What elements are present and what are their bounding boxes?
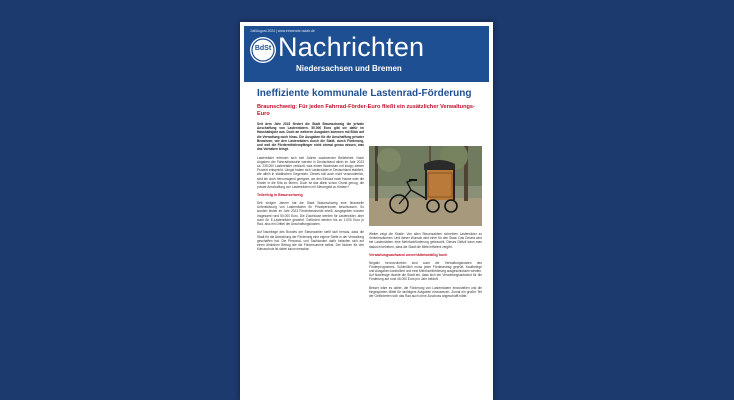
paragraph: Auf Nachfrage des Bundes der Steuerzahler stellt sich heraus, dass die Stadt für die Abwicklung der Förderung eine eigene Stelle in der Verwaltung geschaffen hat. Die Personal- und Sachkosten dafür belaufen sich auf einen ähnlichen Betrag wie die Fördersumme selbst. Der Nutzen für den Klimaschutz ist dabei kaum messbar. — [257, 230, 364, 252]
right-column — [369, 232, 482, 397]
bdst-logo-icon — [250, 37, 276, 63]
masthead-banner — [244, 26, 489, 82]
paragraph: Seit einigen Jahren hat die Stadt Braunschweig eine finanzielle Unterstützung von Lastenrädern für Privatpersonen beschlossen. So wurden bisher im Jahr 2023 Förderbescheide erteilt, ausgegeben wurden insgesamt rund 50.000 Euro. Die Zuschüsse werden für Lastenräder, aber auch für E-Lastenräder gewährt. Gefördert werden bis zu 1.000 Euro je Rad, also ein Drittel der Anschaffungskosten. — [257, 201, 364, 227]
cargo-bike-photo — [369, 146, 482, 226]
newsletter-page — [240, 22, 493, 400]
article-lead: Seit dem Jahr 2023 fördert die Stadt Braunschweig die private Anschaffung von Lastenrädern. 50.000 Euro gibt sie dafür im Haushaltsjahr aus. Doch an weiteren Ausgaben kommen mit Blick auf die Verwaltung noch hinzu. Die Ausgaben für die Anschaffung privater Bewohner, wie den Lastenrädern durch die Stadt, durch Förderung, und weil die Fördermittelempfänger nicht einmal genau wissen, was das Vorhaben bringt. — [257, 122, 364, 152]
paragraph: Besser wäre es daher, die Förderung von Lastenrädern einzustellen und die eingesparten Mittel für wichtigere Aufgaben einzusetzen. Zumal ein großer Teil der Geförderten sich das Rad auch ohne Zuschuss angeschafft hätte. — [369, 285, 482, 299]
paragraph: Weiter zeigt die Studie: Von allen Steuerzahlern schreiben Lastenräder zu Verkehrsräumen. Und dieser Wunsch wird einer für den Staat. Das Gesetz wird bei Lastenrädern eine Mehrfachförderung gebraucht. Dieses Defizit kann man dadurch beheben, dass die Stadt die Mittel effizient vergibt. — [369, 232, 482, 249]
section-heading: Teilerfolg in Braunschweig — [257, 193, 303, 198]
paragraph: Lastenräder erfreuen sich seit Jahren wachsender Beliebtheit. Nach Angaben der Fahrradindustrie werden in Deutschland allein im Jahr 2023 ca. 235.000 Lastenräder verkauft, was einem Wachstum mit knapp sieben Prozent entspricht. Längst haben sich Lastenräder in Deutschland etabliert, wie allein in städtischen Gegenden. Dieses soll auch nicht verwunderlich, sind sie doch hervorragend geeignet, um den Einkauf nach Hause oder die Kinder in die Kita zu fahren. Doch ist das allein schon Grund genug, die private Anschaffung von Lastenrädern mit Steuergeld zu fördern? — [257, 155, 364, 190]
paragraph: Negativ hervorzuheben sind auch die Verwaltungskosten des Förderprogramms. Schließlich muss jeder Förderantrag geprüft, Kaufbelege und Ausgaben kontrolliert und eine Mehrfachförderung ausgeschlossen werden. Auf Nachfrage räumte die Stadt ein, dass sich der Verwaltungsaufwand für die Förderung auf rund 46.000 Euro pro Jahr beläuft. — [369, 260, 482, 282]
left-column — [257, 122, 364, 397]
issue-line: Juli/August 2024 | www.einwende-rsdah.de — [250, 29, 315, 33]
masthead-title: Nachrichten — [278, 32, 425, 62]
masthead-region: Niedersachsen und Bremen — [296, 64, 402, 73]
logo-text: BdSt — [254, 45, 272, 52]
section-heading: Verwaltungsaufwand unverhältnismäßig hoch — [369, 252, 448, 257]
article-subheadline: Braunschweig: Für jeden Fahrrad-Förder-Euro fließt ein zusätzlicher Verwaltungs-Euro — [257, 104, 475, 117]
article-headline: Ineffiziente kommunale Lastenrad-Förderung — [257, 88, 472, 99]
